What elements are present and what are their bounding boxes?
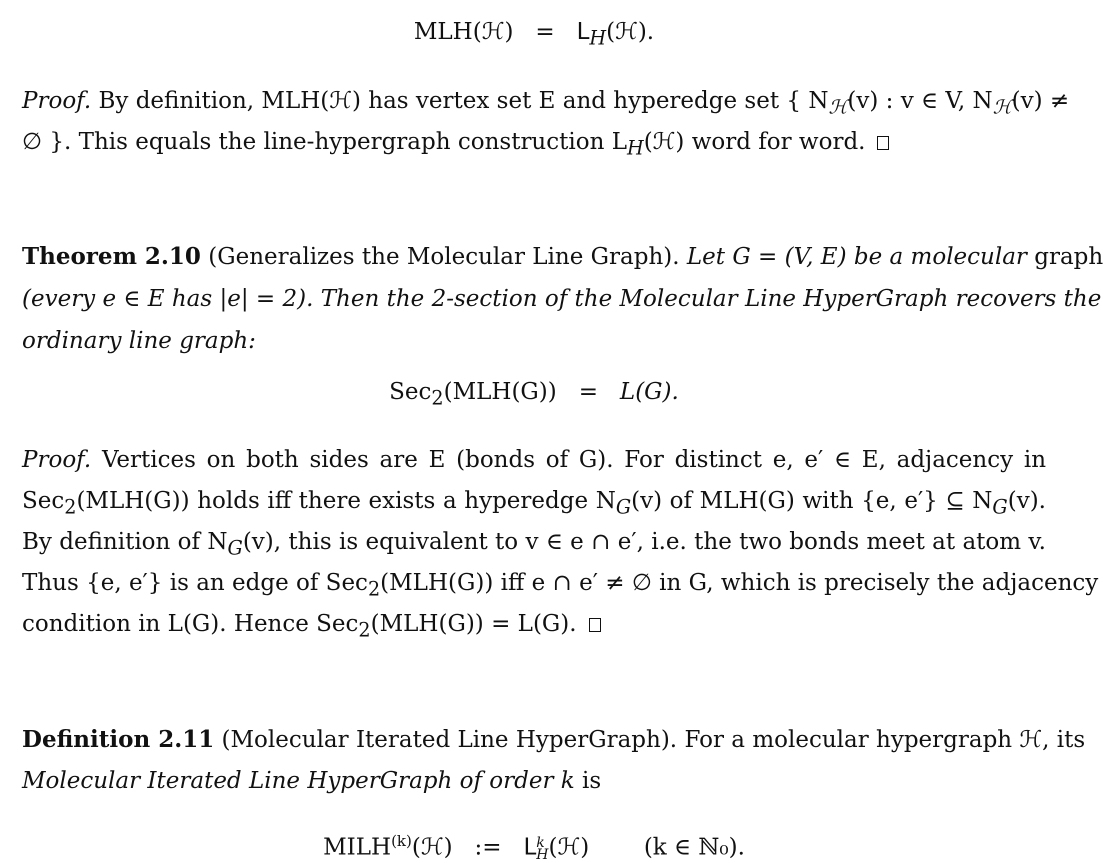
eq-mlh-rhs-arg: (ℋ). (606, 19, 655, 45)
definition-label: Definition 2.11 (22, 726, 215, 753)
proof1-line1-mid: (v) : v ∈ V, N (847, 88, 993, 114)
proof2-line2-a: Sec (22, 488, 65, 514)
eq-sec-lhs-sub: 2 (431, 386, 444, 410)
eq-milh-rhs-sup: k (536, 834, 545, 851)
proof1-line1-sub2: ℋ (992, 95, 1012, 119)
theorem-line1-b: molecular (910, 244, 1027, 270)
definition-title: (Molecular Iterated Line HyperGraph). (221, 727, 678, 753)
eq-sec-rhs: L(G). (619, 379, 679, 405)
theorem-label: Theorem 2.10 (22, 243, 201, 270)
proof2-line3-sub: G (227, 536, 243, 560)
proof2-line1-text: Vertices on both sides are E (bonds of G). For distinct e, e′ ∈ E, adjacency in (101, 447, 1047, 473)
eq-mlh-rhs-sub: H (589, 26, 607, 50)
proof2-line4 (22, 568, 1099, 605)
eq-milh-rhs-sub: H (536, 846, 549, 863)
eq-milh-lhs-arg: (ℋ) (411, 834, 453, 861)
definition-line2 (22, 766, 1046, 796)
theorem-line3 (22, 326, 1046, 356)
theorem-line2 (22, 284, 1102, 314)
proof2-line5-a: condition in L(G). Hence Sec (22, 611, 359, 637)
proof2-line5-sub: 2 (358, 618, 371, 642)
proof1-line1-end: (v) ≠ (1011, 88, 1070, 114)
eq-milh-rhs: L (523, 834, 537, 861)
theorem-title: (Generalizes the Molecular Line Graph). (208, 244, 680, 270)
eq-milh-rel: := (474, 834, 502, 861)
proof1-line1-sub1: ℋ (828, 95, 848, 119)
eq-milh-lhs: MILH (323, 834, 392, 861)
proof2-line4-sub: 2 (367, 577, 381, 601)
proof1-line1-text: By definition, MLH(ℋ) has vertex set E and hyperedge set { N (98, 88, 829, 114)
qed-box-icon (877, 136, 889, 150)
definition-line1 (22, 725, 1086, 755)
eq-milh-cond: (k ∈ ℕ₀). (643, 834, 745, 861)
proof1-line2 (22, 127, 1046, 164)
proof1-line1 (22, 86, 1070, 123)
eq-milh-lhs-sup: (k) (391, 832, 412, 850)
eq-milh-rhs-arg: (ℋ) (548, 834, 590, 861)
proof2-line1 (22, 445, 1046, 475)
equation-sec (22, 377, 1046, 414)
proof2-label: Proof. (22, 447, 92, 473)
proof2-line5-b: (MLH(G)) = L(G). (370, 611, 577, 637)
proof1-line2-sub: H (626, 136, 644, 160)
proof2-line4-a: Thus {e, e′} is an edge of Sec (22, 570, 368, 596)
proof2-line2-c: (v) of MLH(G) with {e, e′} ⊆ N (631, 488, 993, 514)
proof2-line2 (22, 486, 1046, 523)
theorem-line3-text: ordinary line graph: (22, 328, 256, 354)
proof1-line2-b: (ℋ) word for word. (643, 129, 866, 155)
theorem-line1-a: Let G = (V, E) be a (686, 244, 904, 270)
proof2-line2-sub: 2 (64, 495, 77, 519)
proof1-label: Proof. (22, 88, 92, 114)
eq-mlh-rel: = (535, 19, 555, 45)
definition-line1-b: For a molecular hypergraph ℋ, its (684, 727, 1086, 753)
proof2-line5 (22, 609, 1046, 646)
eq-mlh-rhs: L (576, 19, 590, 45)
theorem-line2-text: (every e ∈ E has |e| = 2). Then the 2-section of the Molecular Line HyperGraph recovers the (22, 286, 1102, 312)
theorem-line1-c: graph (1034, 244, 1103, 270)
eq-sec-rel: = (578, 379, 598, 405)
eq-sec-lhs-b: (MLH(G)) (443, 379, 557, 405)
definition-line2-b: is (582, 768, 602, 794)
proof2-line3-b: (v), this is equivalent to v ∈ e ∩ e′, i.e. the two bonds meet at atom v. (242, 529, 1046, 555)
eq-sec-lhs-a: Sec (389, 379, 432, 405)
proof2-line2-b: (MLH(G)) holds iff there exists a hyperedge N (76, 488, 616, 514)
proof2-line2-sub3: G (992, 495, 1008, 519)
proof2-line3-a: By definition of N (22, 529, 228, 555)
proof2-line4-b: (MLH(G)) iff e ∩ e′ ≠ ∅ in G, which is precisely the adjacency (380, 570, 1099, 596)
qed-box-icon (589, 618, 601, 632)
proof2-line2-sub2: G (615, 495, 632, 519)
proof2-line2-d: (v). (1007, 488, 1046, 514)
equation-mlh (22, 17, 1046, 54)
definition-line2-it: Molecular Iterated Line HyperGraph of order k (22, 768, 575, 794)
equation-milh (22, 826, 1046, 863)
proof2-line3 (22, 527, 1046, 564)
eq-mlh-lhs: MLH(ℋ) (413, 19, 514, 45)
theorem-line1 (22, 242, 1103, 272)
proof1-line2-a: ∅ }. This equals the line-hypergraph construction L (22, 129, 627, 155)
